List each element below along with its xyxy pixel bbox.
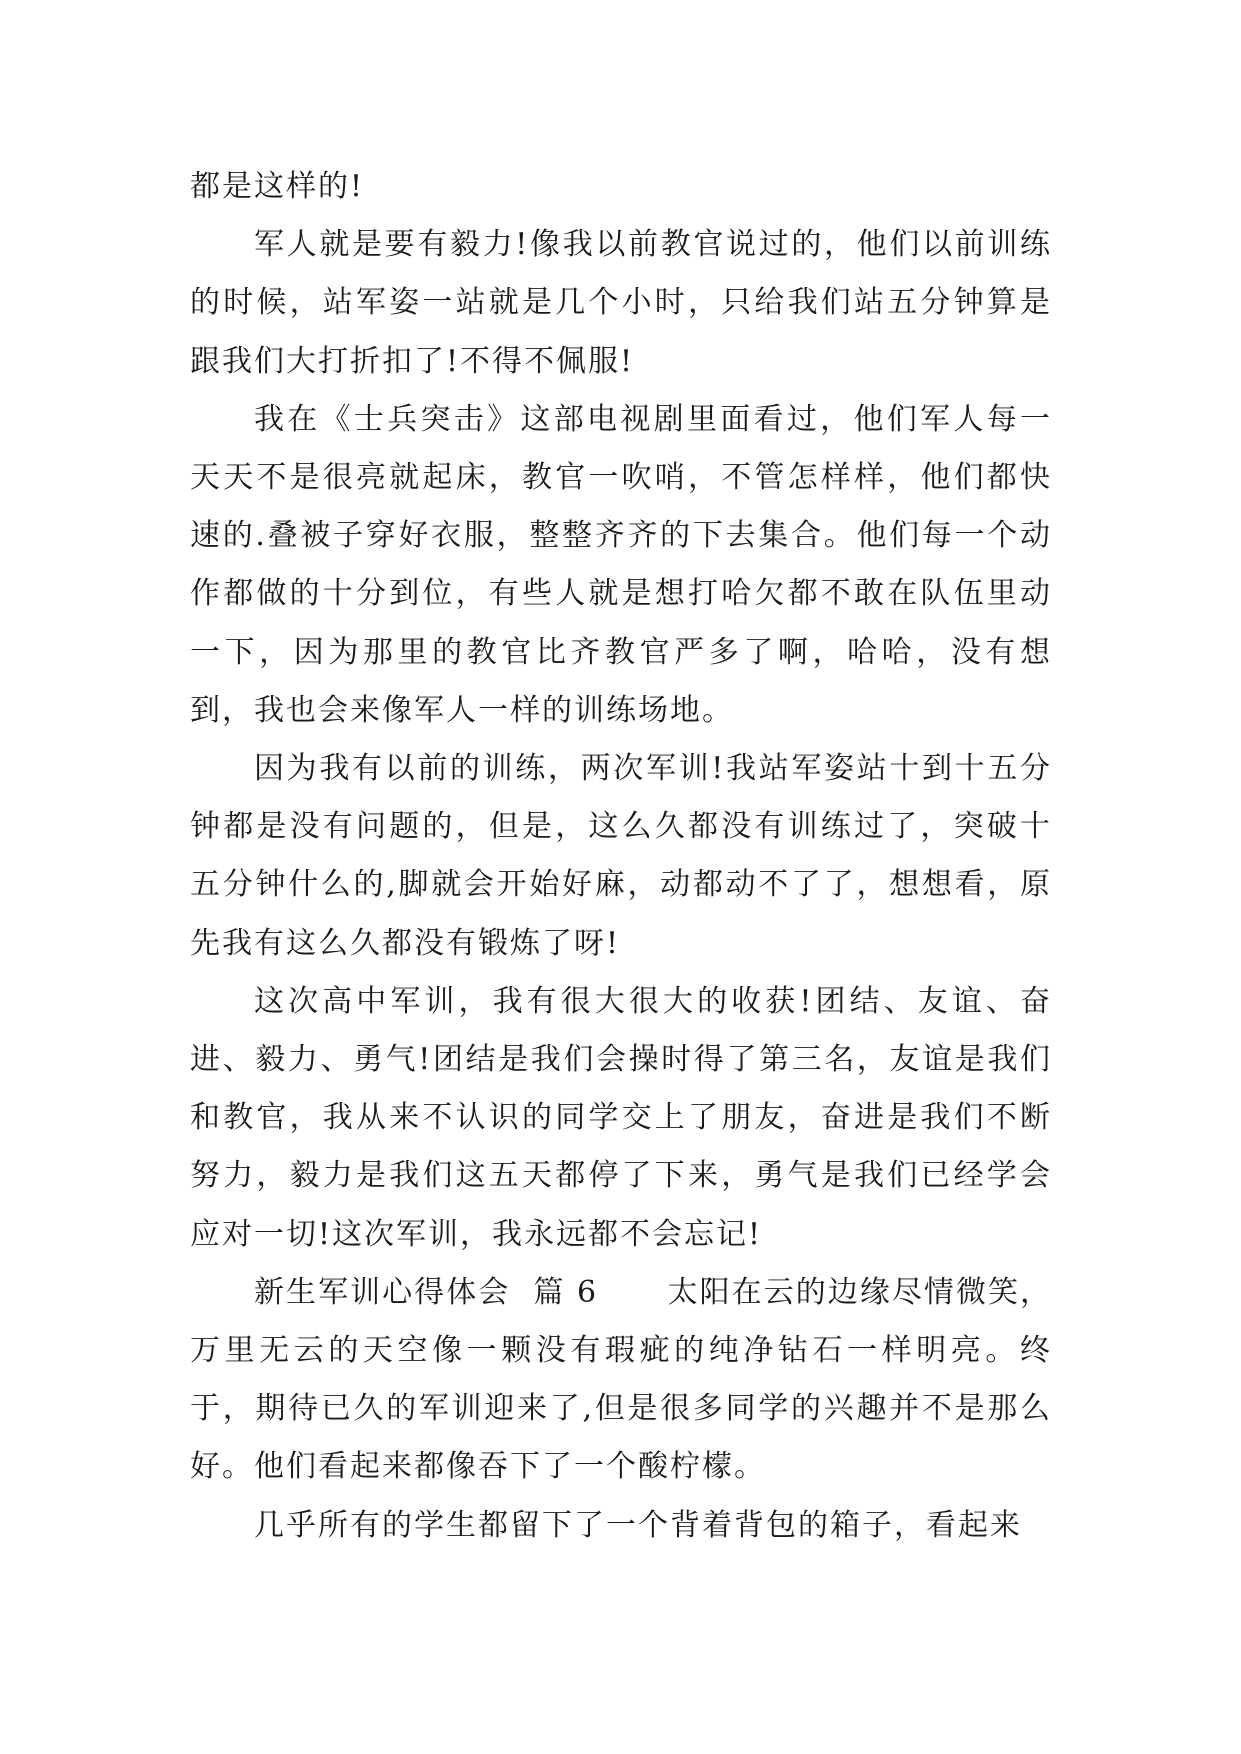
section-heading: 新生军训心得体会 篇 6 [254,1274,599,1310]
paragraph-2: 军人就是要有毅力!像我以前教官说过的，他们以前训练的时候，站军姿一站就是几个小时，只给我们站五分钟算是跟我们大打折扣了!不得不佩服! [190,227,1052,379]
body-text [190,158,1052,1555]
paragraph-6-text: 太阳在云的边缘尽情微笑，万里无云的天空像一颗没有瑕疵的纯净钻石一样明亮。终于，期待已久的军训迎来了,但是很多同学的兴趣并不是那么好。他们看起来都像吞下了一个酸柠檬。 [190,1274,1053,1485]
paragraph-1: 都是这样的! [190,169,365,204]
paragraph-4: 因为我有以前的训练，两次军训!我站军姿站十到十五分钟都是没有问题的，但是，这么久都没有训练过了，突破十五分钟什么的,脚就会开始好麻，动都动不了了，想想看，原先我有这么久都没有锻炼了呀! [190,751,1052,961]
paragraph-3: 我在《士兵突击》这部电视剧里面看过，他们军人每一天天不是很亮就起床，教官一吹哨，不管怎样样，他们都快速的.叠被子穿好衣服，整整齐齐的下去集合。他们每一个动作都做的十分到位，有些人就是想打哈欠都不敢在队伍里动一下，因为那里的教官比齐教官严多了啊，哈哈，没有想到，我也会来像军人一样的训练场地。 [190,401,1052,728]
paragraph-5: 这次高中军训，我有很大很大的收获!团结、友谊、奋进、毅力、勇气!团结是我们会操时得了第三名，友谊是我们和教官，我从来不认识的同学交上了朋友，奋进是我们不断努力，毅力是我们这五天都停了下来，勇气是我们已经学会应对一切!这次军训，我永远都不会忘记! [190,983,1052,1252]
paragraph-7: 几乎所有的学生都留下了一个背着背包的箱子，看起来 [254,1507,1022,1543]
heading-gap [598,1275,667,1310]
paragraph-6 [190,1264,1052,1497]
